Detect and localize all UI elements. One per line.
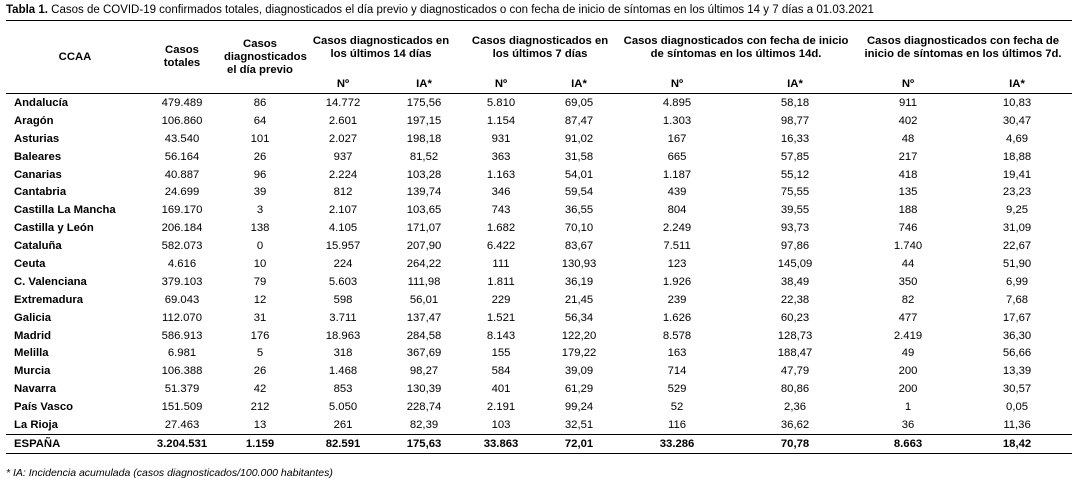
table-row	[6, 237, 1072, 255]
cell-diag7-ia: 87,47	[564, 114, 594, 127]
cell-casos-totales: 586.913	[161, 329, 203, 342]
cell-sint14-n: 1.303	[662, 114, 692, 127]
cell-diag14-ia: 137,47	[406, 311, 442, 324]
cell-region: Extremadura	[14, 293, 84, 306]
table-row	[6, 380, 1072, 398]
cell-diag7-n: 6.422	[486, 240, 516, 253]
cell-sint7-n: 350	[898, 275, 918, 288]
cell-sint14-ia: 98,77	[780, 114, 810, 127]
cell-casos-totales: 56.164	[164, 150, 200, 163]
cell-diag7-ia: 56,34	[564, 311, 594, 324]
cell-diag14-n: 937	[333, 150, 353, 163]
cell-casos-totales: 24.699	[164, 186, 200, 199]
cell-diag7-n: 743	[491, 204, 511, 217]
table-row	[6, 166, 1072, 184]
cell-diag14-n: 2.601	[328, 114, 358, 127]
cell-diag7-n: 5.810	[486, 96, 516, 109]
cell-sint7-n: 188	[898, 204, 918, 217]
caption-label: Tabla 1.	[6, 4, 48, 16]
cell-diag7-ia: 59,54	[564, 186, 594, 199]
cell-diag14-ia: 98,27	[409, 365, 439, 378]
total-row	[6, 434, 1072, 453]
cell-diag7-n: 103	[491, 418, 511, 431]
cell-sint7-ia: 7,68	[1006, 293, 1029, 306]
cell-sint14-n: 665	[667, 150, 687, 163]
covid-cases-table	[6, 20, 1072, 454]
cell-casos-totales: 106.388	[161, 365, 203, 378]
cell-sint7-n: 135	[898, 186, 918, 199]
cell-casos-totales: 43.540	[164, 132, 200, 145]
cell-diag7-ia: 21,45	[564, 293, 594, 306]
cell-casos-totales: 479.489	[161, 96, 203, 109]
table-row	[6, 94, 1072, 112]
cell-sint7-n: 200	[898, 383, 918, 396]
caption-text: Casos de COVID-19 confirmados totales, diagnosticados el día previo y diagnosticados o con fecha de inicio de síntomas en los últimos 14 y 7 días a 01.03.2021	[47, 4, 874, 16]
cell-sint14-n: 439	[667, 186, 687, 199]
cell-diag14-ia: 139,74	[406, 186, 442, 199]
cell-sint7-ia: 11,36	[1003, 418, 1031, 431]
cell-region: Canarias	[14, 168, 62, 181]
cell-diag14-n: 4.105	[328, 222, 358, 235]
table-row	[6, 291, 1072, 309]
cell-sint14-ia: 22,38	[780, 293, 810, 306]
header-n: Nº	[462, 75, 540, 94]
cell-diag14-n: 1.468	[328, 365, 358, 378]
cell-diag14-ia: 111,98	[407, 275, 441, 288]
table-row	[6, 112, 1072, 130]
cell-diag14-n: 82.591	[300, 434, 386, 453]
cell-sint7-ia: 18,88	[1002, 150, 1032, 163]
cell-sint14-ia: 93,73	[780, 222, 810, 235]
cell-diag14-ia: 171,07	[406, 222, 442, 235]
cell-diag7-ia: 83,67	[564, 240, 594, 253]
header-ia: IA*	[386, 75, 462, 94]
cell-sint7-n: 911	[899, 96, 918, 109]
cell-sint14-ia: 128,73	[777, 329, 813, 342]
cell-sint14-ia: 145,09	[777, 257, 813, 270]
cell-sint7-ia: 17,67	[1002, 311, 1032, 324]
cell-sint7-n: 477	[898, 311, 918, 324]
cell-diag7-n: 155	[491, 347, 511, 360]
cell-casos-totales: 582.073	[161, 240, 203, 253]
cell-region: Ceuta	[14, 257, 46, 270]
cell-sint14-n: 52	[670, 401, 684, 414]
cell-diag14-ia: 81,52	[409, 150, 439, 163]
cell-sint7-ia: 6,99	[1006, 275, 1029, 288]
cell-diag14-n: 18.963	[325, 329, 361, 342]
cell-sint7-ia: 30,47	[1002, 114, 1032, 127]
cell-sint14-n: 239	[667, 293, 687, 306]
cell-diag14-ia: 103,28	[406, 168, 442, 181]
cell-sint7-ia: 4,69	[1006, 132, 1029, 145]
cell-diag7-ia: 130,93	[561, 257, 597, 270]
cell-region: Aragón	[14, 114, 54, 127]
cell-sint14-ia: 55,12	[780, 168, 810, 181]
cell-dia-previo: 86	[253, 96, 267, 109]
cell-sint14-ia: 36,62	[780, 418, 810, 431]
cell-dia-previo: 12	[253, 293, 267, 306]
cell-sint7-ia: 51,90	[1002, 257, 1032, 270]
table-row	[6, 344, 1072, 362]
cell-diag14-n: 15.957	[325, 240, 361, 253]
cell-diag14-n: 5.050	[328, 401, 358, 414]
cell-sint14-ia: 39,55	[780, 204, 810, 217]
header-row-main	[6, 21, 1072, 76]
cell-dia-previo: 13	[253, 418, 267, 431]
table-row	[6, 362, 1072, 380]
cell-sint14-ia: 75,55	[780, 186, 810, 199]
cell-diag7-ia: 54,01	[564, 168, 594, 181]
cell-sint7-n: 200	[898, 365, 918, 378]
cell-region: Castilla y León	[14, 222, 94, 235]
table-row	[6, 130, 1072, 148]
table-body	[6, 94, 1072, 454]
cell-region: Asturias	[14, 132, 60, 145]
table-row	[6, 201, 1072, 219]
cell-diag7-n: 111	[492, 257, 510, 270]
cell-dia-previo: 31	[253, 311, 267, 324]
cell-diag14-n: 3.711	[329, 311, 357, 324]
header-n: Nº	[854, 75, 962, 94]
cell-sint14-n: 167	[667, 132, 687, 145]
header-n: Nº	[300, 75, 386, 94]
cell-diag14-ia: 82,39	[409, 418, 439, 431]
cell-sint7-ia: 0,05	[1006, 401, 1029, 414]
cell-diag7-n: 584	[491, 365, 511, 378]
cell-sint7-n: 217	[898, 150, 918, 163]
cell-sint7-ia: 18,42	[962, 434, 1072, 453]
cell-region: Andalucía	[14, 96, 68, 109]
cell-diag7-ia: 91,02	[564, 132, 594, 145]
cell-diag14-ia: 264,22	[406, 257, 442, 270]
cell-sint14-ia: 70,78	[736, 434, 854, 453]
header-sint-14: Casos diagnosticados con fecha de inicio de síntomas en los últimos 14d.	[618, 21, 854, 76]
cell-sint14-n: 33.286	[618, 434, 736, 453]
cell-region: Cantabria	[14, 186, 67, 199]
cell-diag7-n: 346	[491, 186, 511, 199]
header-diag-14: Casos diagnosticados en los últimos 14 días	[300, 21, 462, 76]
cell-diag14-ia: 367,69	[406, 347, 442, 360]
cell-casos-totales: 106.860	[161, 114, 203, 127]
cell-sint7-n: 49	[901, 347, 915, 360]
cell-dia-previo: 79	[253, 275, 267, 288]
cell-diag14-n: 5.603	[328, 275, 358, 288]
cell-sint7-n: 418	[898, 168, 918, 181]
cell-diag14-n: 2.224	[328, 168, 358, 181]
cell-sint7-n: 746	[898, 222, 918, 235]
cell-region: País Vasco	[14, 401, 74, 414]
cell-diag7-ia: 72,01	[540, 434, 618, 453]
cell-casos-totales: 379.103	[161, 275, 203, 288]
header-ccaa: CCAA	[6, 21, 144, 94]
table-row	[6, 327, 1072, 345]
cell-dia-previo: 176	[250, 329, 270, 342]
table-row	[6, 416, 1072, 434]
cell-diag14-ia: 103,65	[406, 204, 442, 217]
cell-region: Cataluña	[14, 240, 62, 253]
cell-dia-previo: 0	[256, 240, 264, 253]
cell-diag14-n: 2.107	[328, 204, 358, 217]
cell-diag14-n: 261	[333, 418, 353, 431]
cell-sint14-n: 8.578	[662, 329, 692, 342]
cell-sint7-ia: 23,23	[1002, 186, 1032, 199]
cell-dia-previo: 5	[256, 347, 264, 360]
cell-sint14-n: 714	[667, 365, 687, 378]
cell-diag7-ia: 36,19	[564, 275, 594, 288]
cell-casos-totales: 27.463	[164, 418, 200, 431]
cell-diag7-ia: 36,55	[564, 204, 594, 217]
cell-sint14-ia: 16,33	[780, 132, 810, 145]
cell-dia-previo: 42	[253, 383, 267, 396]
cell-diag14-ia: 207,90	[406, 240, 442, 253]
cell-diag7-n: 1.154	[486, 114, 516, 127]
header-diag-7: Casos diagnosticados en los últimos 7 días	[462, 21, 618, 76]
cell-sint7-n: 1.740	[893, 240, 923, 253]
cell-casos-totales: 169.170	[161, 204, 203, 217]
cell-casos-totales: 6.981	[167, 347, 197, 360]
cell-sint14-n: 804	[667, 204, 687, 217]
cell-dia-previo: 26	[253, 150, 267, 163]
cell-diag14-ia: 56,01	[409, 293, 439, 306]
cell-sint7-n: 402	[898, 114, 918, 127]
cell-diag7-ia: 39,09	[564, 365, 594, 378]
cell-casos-totales: 4.616	[167, 257, 197, 270]
cell-region: Baleares	[14, 150, 62, 163]
cell-dia-previo: 3	[256, 204, 264, 217]
cell-dia-previo: 101	[250, 132, 270, 145]
cell-region: Castilla La Mancha	[14, 204, 116, 217]
cell-sint14-n: 4.895	[662, 96, 692, 109]
cell-diag7-ia: 31,58	[564, 150, 594, 163]
cell-sint14-ia: 188,47	[777, 347, 813, 360]
table-row	[6, 183, 1072, 201]
cell-dia-previo: 26	[253, 365, 267, 378]
cell-sint14-n: 116	[668, 418, 687, 431]
cell-diag14-n: 14.772	[325, 96, 361, 109]
cell-sint7-n: 48	[901, 132, 915, 145]
cell-diag7-ia: 122,20	[561, 329, 597, 342]
cell-diag7-n: 2.191	[486, 401, 516, 414]
cell-sint14-ia: 57,85	[780, 150, 810, 163]
header-dia-previo: Casos diagnosticados el día previo	[220, 21, 300, 94]
cell-diag7-ia: 179,22	[561, 347, 597, 360]
cell-diag7-n: 1.163	[486, 168, 516, 181]
cell-sint14-n: 1.626	[662, 311, 692, 324]
cell-sint7-ia: 9,25	[1006, 204, 1029, 217]
cell-sint14-n: 529	[667, 383, 687, 396]
cell-diag7-n: 1.521	[486, 311, 516, 324]
cell-sint7-ia: 30,57	[1002, 383, 1032, 396]
cell-sint7-n: 2.419	[893, 329, 923, 342]
cell-dia-previo: 212	[250, 401, 270, 414]
cell-casos-totales: 3.204.531	[144, 434, 220, 453]
header-n: Nº	[618, 75, 736, 94]
cell-diag14-n: 318	[333, 347, 353, 360]
cell-casos-totales: 51.379	[164, 383, 200, 396]
cell-sint14-n: 123	[667, 257, 687, 270]
cell-sint7-ia: 19,41	[1002, 168, 1032, 181]
cell-diag7-ia: 61,29	[564, 383, 594, 396]
cell-region: Murcia	[14, 365, 51, 378]
cell-region: ESPAÑA	[6, 434, 144, 453]
cell-dia-previo: 1.159	[220, 434, 300, 453]
cell-sint14-ia: 47,79	[780, 365, 810, 378]
cell-sint14-n: 1.926	[662, 275, 692, 288]
cell-region: La Rioja	[14, 418, 58, 431]
cell-sint7-ia: 36,30	[1002, 329, 1032, 342]
cell-dia-previo: 10	[253, 257, 267, 270]
cell-diag7-n: 1.811	[487, 275, 515, 288]
cell-region: Navarra	[14, 383, 57, 396]
cell-dia-previo: 64	[253, 114, 267, 127]
cell-sint7-n: 8.663	[854, 434, 962, 453]
cell-sint7-n: 1	[904, 401, 912, 414]
table-row	[6, 255, 1072, 273]
cell-diag14-ia: 175,56	[406, 96, 442, 109]
cell-sint14-ia: 60,23	[780, 311, 810, 324]
cell-dia-previo: 39	[253, 186, 267, 199]
cell-diag7-n: 1.682	[486, 222, 516, 235]
header-ia: IA*	[736, 75, 854, 94]
cell-diag7-ia: 70,10	[564, 222, 594, 235]
cell-diag7-n: 401	[491, 383, 511, 396]
cell-diag14-ia: 284,58	[406, 329, 442, 342]
cell-diag14-ia: 130,39	[406, 383, 442, 396]
cell-diag7-n: 931	[491, 132, 511, 145]
cell-sint14-n: 163	[667, 347, 687, 360]
cell-sint7-n: 44	[901, 257, 915, 270]
header-casos-totales: Casos totales	[144, 21, 220, 94]
cell-dia-previo: 96	[253, 168, 267, 181]
table-row	[6, 309, 1072, 327]
table-row	[6, 273, 1072, 291]
cell-diag14-n: 812	[333, 186, 353, 199]
cell-diag7-n: 8.143	[486, 329, 516, 342]
cell-diag7-ia: 69,05	[564, 96, 594, 109]
cell-sint7-ia: 22,67	[1002, 240, 1032, 253]
cell-diag14-ia: 198,18	[406, 132, 442, 145]
cell-diag14-n: 853	[333, 383, 353, 396]
cell-sint7-ia: 10,83	[1002, 96, 1032, 109]
footnote: * IA: Incidencia acumulada (casos diagnosticados/100.000 habitantes)	[6, 467, 333, 479]
cell-diag7-n: 363	[491, 150, 511, 163]
table-row	[6, 219, 1072, 237]
cell-sint14-ia: 2,36	[784, 401, 807, 414]
cell-region: Melilla	[14, 347, 49, 360]
cell-casos-totales: 69.043	[164, 293, 200, 306]
cell-diag14-ia: 228,74	[406, 401, 442, 414]
cell-region: C. Valenciana	[14, 275, 87, 288]
table-row	[6, 148, 1072, 166]
cell-diag7-n: 229	[491, 293, 511, 306]
cell-diag14-n: 2.027	[328, 132, 358, 145]
cell-casos-totales: 206.184	[161, 222, 203, 235]
cell-diag14-n: 224	[333, 257, 353, 270]
cell-casos-totales: 151.509	[161, 401, 203, 414]
header-sint-7: Casos diagnosticados con fecha de inicio de síntomas en los últimos 7d.	[854, 21, 1072, 76]
cell-sint14-n: 2.249	[662, 222, 692, 235]
cell-casos-totales: 40.887	[164, 168, 200, 181]
cell-sint7-n: 36	[901, 418, 915, 431]
cell-sint14-ia: 58,18	[780, 96, 810, 109]
cell-diag7-ia: 99,24	[564, 401, 594, 414]
cell-sint14-n: 7.511	[663, 240, 691, 253]
cell-diag14-ia: 197,15	[406, 114, 442, 127]
table-caption	[6, 4, 874, 16]
cell-sint7-ia: 56,66	[1002, 347, 1032, 360]
cell-sint14-ia: 80,86	[780, 383, 810, 396]
cell-casos-totales: 112.070	[162, 311, 202, 324]
cell-dia-previo: 138	[250, 222, 270, 235]
cell-region: Madrid	[14, 329, 52, 342]
cell-region: Galicia	[14, 311, 52, 324]
cell-diag7-ia: 32,51	[564, 418, 594, 431]
cell-sint7-n: 82	[901, 293, 915, 306]
cell-sint14-ia: 97,86	[780, 240, 810, 253]
cell-diag14-ia: 175,63	[386, 434, 462, 453]
cell-sint14-n: 1.187	[662, 168, 692, 181]
cell-sint14-ia: 38,49	[780, 275, 810, 288]
cell-diag7-n: 33.863	[462, 434, 540, 453]
table-row	[6, 398, 1072, 416]
header-ia: IA*	[540, 75, 618, 94]
cell-diag14-n: 598	[333, 293, 353, 306]
header-ia: IA*	[962, 75, 1072, 94]
cell-sint7-ia: 13,39	[1002, 365, 1032, 378]
cell-sint7-ia: 31,09	[1002, 222, 1032, 235]
